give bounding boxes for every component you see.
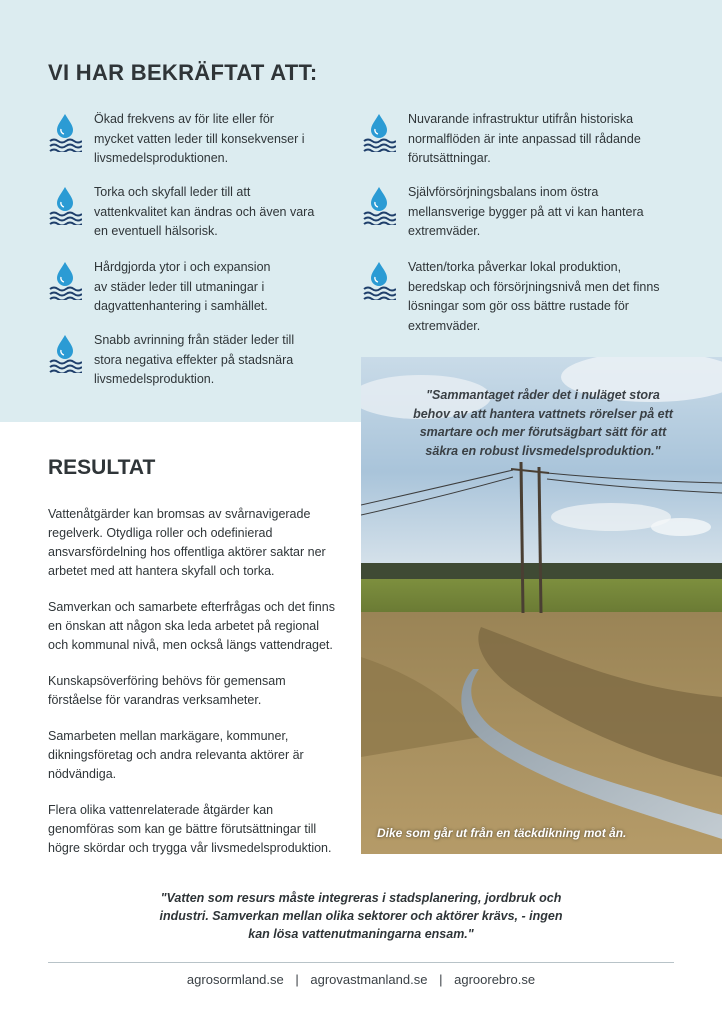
water-drop-waves-icon bbox=[362, 185, 396, 225]
footer-link-agroorebro[interactable]: agroorebro.se bbox=[454, 972, 536, 987]
result-paragraph: Flera olika vattenrelaterade åtgärder kan genomföras som kan ge bättre förutsättningar till högre skördar och trygga vår livsmedelsproduktion. bbox=[48, 803, 332, 855]
finding-item bbox=[48, 331, 294, 390]
finding-item bbox=[48, 258, 271, 317]
finding-text: Snabb avrinning från städer leder till stora negativa effekter på stadsnära livsmedelsproduktion. bbox=[94, 333, 295, 386]
water-drop-waves-icon bbox=[48, 185, 82, 225]
finding-text: Torka och skyfall leder till att vattenkvalitet kan ändras och även vara en eventuell hälsorisk. bbox=[94, 185, 315, 238]
finding-text: Självförsörjningsbalans inom östra mellansverige bygger på att vi kan hantera extremväder. bbox=[408, 185, 644, 238]
footer-link-agrovastmanland[interactable]: agrovastmanland.se bbox=[310, 972, 428, 987]
closing-quote: "Vatten som resurs måste integreras i stadsplanering, jordbruk och industri. Samverkan mellan olika sektorer och aktörer krävs, - ingen kan lösa vattenutmaningarna ensam." bbox=[159, 891, 563, 941]
result-paragraph: Vattenåtgärder kan bromsas av svårnavigerade regelverk. Otydliga roller och odefinierad ansvarsfördelning hos offentliga aktörer saktar ner arbetet med att hantera skyfall och torka. bbox=[48, 507, 326, 578]
water-drop-waves-icon bbox=[48, 333, 82, 373]
footer-link-agrosormland[interactable]: agrosormland.se bbox=[186, 972, 284, 987]
footer-separator: | bbox=[439, 972, 443, 987]
result-paragraph: Kunskapsöverföring behövs för gemensam förståelse för varandras verksamheter. bbox=[48, 674, 286, 707]
footer-separator: | bbox=[295, 972, 299, 987]
finding-text: Nuvarande infrastruktur utifrån historiska normalflöden är inte anpassad till rådande förutsättningar. bbox=[408, 112, 641, 165]
finding-item bbox=[48, 183, 314, 242]
finding-text: Vatten/torka påverkar lokal produktion, beredskap och försörjningsnivå men det finns lösningar som gör oss bättre rustade för extremväder. bbox=[408, 260, 660, 333]
footer-divider bbox=[48, 962, 674, 963]
result-heading: RESULTAT bbox=[48, 456, 156, 479]
finding-item bbox=[362, 258, 660, 336]
water-drop-waves-icon bbox=[48, 112, 82, 152]
water-drop-waves-icon bbox=[362, 260, 396, 300]
water-drop-waves-icon bbox=[362, 112, 396, 152]
result-body bbox=[48, 505, 348, 875]
footer bbox=[0, 972, 722, 987]
finding-item bbox=[362, 110, 641, 169]
finding-item bbox=[48, 110, 305, 169]
finding-item bbox=[362, 183, 644, 242]
photo-quote: "Sammantaget råder det i nuläget stora behov av att hantera vattnets rörelser på ett smartare och mer förutsägbart sätt för att säkra en robust livsmedelsproduktion." bbox=[413, 388, 673, 458]
result-paragraph: Samverkan och samarbete efterfrågas och det finns en önskan att någon ska leda arbetet på regional och kommunal nivå, men också längs vattendraget. bbox=[48, 600, 335, 652]
finding-text: Ökad frekvens av för lite eller för mycket vatten leder till konsekvenser i livsmedelsproduktionen. bbox=[94, 112, 305, 165]
water-drop-waves-icon bbox=[48, 260, 82, 300]
findings-heading: VI HAR BEKRÄFTAT ATT: bbox=[48, 60, 318, 85]
result-paragraph: Samarbeten mellan markägare, kommuner, dikningsföretag och andra relevanta aktörer är nödvändiga. bbox=[48, 729, 304, 781]
photo-caption: Dike som går ut från en täckdikning mot ån. bbox=[377, 826, 627, 840]
finding-text: Hårdgjorda ytor i och expansion av städer leder till utmaningar i dagvattenhantering i samhället. bbox=[94, 260, 271, 313]
